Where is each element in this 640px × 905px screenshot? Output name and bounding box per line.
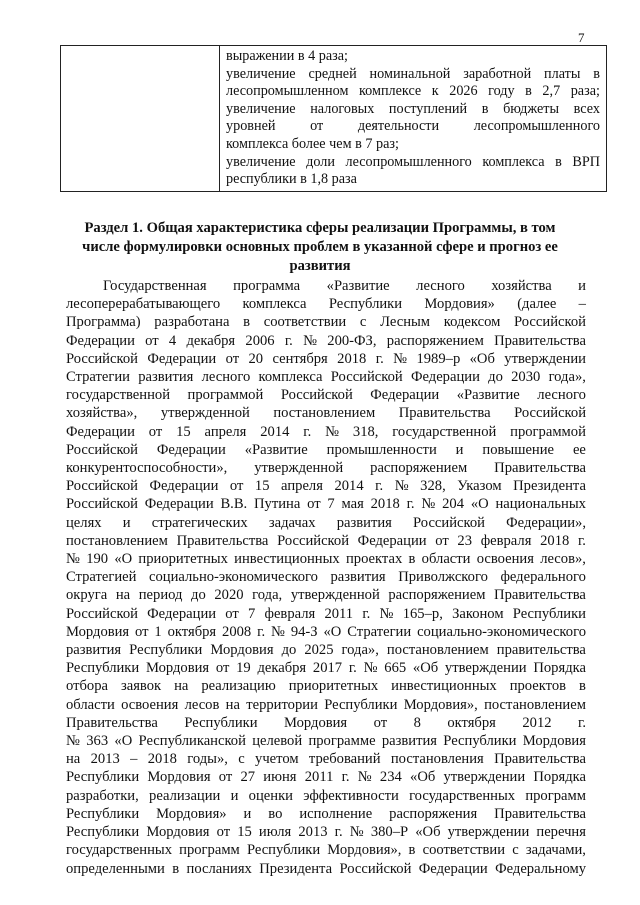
body-line: Мордовия от 1 октября 2008 г. № 94-З «О Стратегии социально-экономического <box>66 623 586 640</box>
table-cell-empty <box>61 46 220 192</box>
body-line: Российской Федерации от 7 февраля 2011 г. № 165–р, Законом Республики <box>66 605 586 622</box>
table-line: увеличение доли лесопромышленного комплекса в ВРП <box>226 153 600 170</box>
body-line: определенными в посланиях Президента Российской Федерации Федеральному <box>66 860 586 877</box>
body-line: государственной программой Российской Федерации «Развитие лесного <box>66 387 586 404</box>
body-line: лесоперерабатывающего комплекса Республики Мордовия» (далее – <box>66 296 586 313</box>
body-line: Стратегии развития лесного комплекса Российской Федерации до 2030 года», <box>66 369 586 386</box>
body-line: Республики Мордовия» и во исполнение распоряжения Правительства <box>66 805 586 822</box>
body-line: разработки, реализации и оценки эффективности государственных программ <box>66 787 586 804</box>
body-line: Программа) разработана в соответствии с Лесным кодексом Российской <box>66 314 586 331</box>
body-line: Республики Мордовия от 27 июня 2011 г. № 234 «Об утверждении Порядка <box>66 769 586 786</box>
body-line: № 190 «О приоритетных инвестиционных проектах в области освоения лесов», <box>66 551 586 568</box>
body-line: Правительства Республики Мордовия от 8 октября 2012 г. <box>66 714 586 731</box>
body-line: целях и стратегических задачах развития Российской Федерации», <box>66 514 586 531</box>
body-line: постановлением Правительства Российской Федерации от 23 февраля 2018 г. <box>66 532 586 549</box>
body-paragraph <box>66 277 586 878</box>
body-line: на 2013 – 2018 годы», с учетом требований постановления Правительства <box>66 751 586 768</box>
table-line: увеличение налоговых поступлений в бюджеты всех <box>226 100 600 117</box>
section-heading-line: развития <box>289 258 351 274</box>
body-line: конкурентоспособности», утвержденной распоряжением Правительства <box>66 460 586 477</box>
body-line: отбора заявок на реализацию приоритетных инвестиционных проектов в <box>66 678 586 695</box>
page-number: 7 <box>578 30 585 45</box>
table-cell-indicators <box>220 46 607 192</box>
body-line: Республики Мордовия от 15 июля 2013 г. № 380–Р «Об утверждении перечня <box>66 824 586 841</box>
table-line: комплекса более чем в 7 раз; <box>226 135 399 152</box>
body-line: хозяйства», утвержденной постановлением Правительства Российской <box>66 405 586 422</box>
body-line: развития Республики Мордовия до 2025 года», постановлением правительства <box>66 642 586 659</box>
body-line: Российской Федерации «Развитие промышленности и повышение ее <box>66 441 586 458</box>
body-line: Республики Мордовия от 19 декабря 2017 г. № 665 «Об утверждении Порядка <box>66 660 586 677</box>
table-line: лесопромышленном комплексе к 2026 году в 2,7 раза; <box>226 83 600 100</box>
continuation-table <box>60 45 607 192</box>
body-line: Федерации от 15 апреля 2014 г. № 318, государственной программой <box>66 423 586 440</box>
table-line: выражении в 4 раза; <box>226 48 348 64</box>
table-line: уровней от деятельности лесопромышленного <box>226 118 600 135</box>
table-row <box>61 46 607 192</box>
section-heading-line: Раздел 1. Общая характеристика сферы реализации Программы, в том <box>84 220 556 236</box>
body-line: Государственная программа «Развитие лесного хозяйства и <box>103 278 586 294</box>
body-line: Стратегией социально-экономического развития Приволжского федерального <box>66 569 586 586</box>
table-line: увеличение средней номинальной заработной платы в <box>226 65 600 82</box>
body-line: Федерации от 4 декабря 2006 г. № 200-ФЗ, распоряжением Правительства <box>66 332 586 349</box>
section-heading-line: числе формулировки основных проблем в указанной сфере и прогноз ее <box>82 239 558 255</box>
body-line: Российской Федерации от 15 апреля 2014 г. № 328, Указом Президента <box>66 478 586 495</box>
table-line: республики в 1,8 раза <box>226 171 357 188</box>
section-heading <box>70 219 570 276</box>
body-line: № 363 «О Республиканской целевой программе развития Республики Мордовия <box>66 733 586 750</box>
body-line: области освоения лесов на территории Республики Мордовия», постановлением <box>66 696 586 713</box>
body-line: Российской Федерации от 20 сентября 2018 г. № 1989–р «Об утверждении <box>66 350 586 367</box>
body-line: округа на период до 2020 года, утвержденной распоряжением Правительства <box>66 587 586 604</box>
body-line: Российской Федерации В.В. Путина от 7 мая 2018 г. № 204 «О национальных <box>66 496 586 513</box>
body-line: государственных программ Республики Мордовия», в соответствии с задачами, <box>66 842 586 859</box>
